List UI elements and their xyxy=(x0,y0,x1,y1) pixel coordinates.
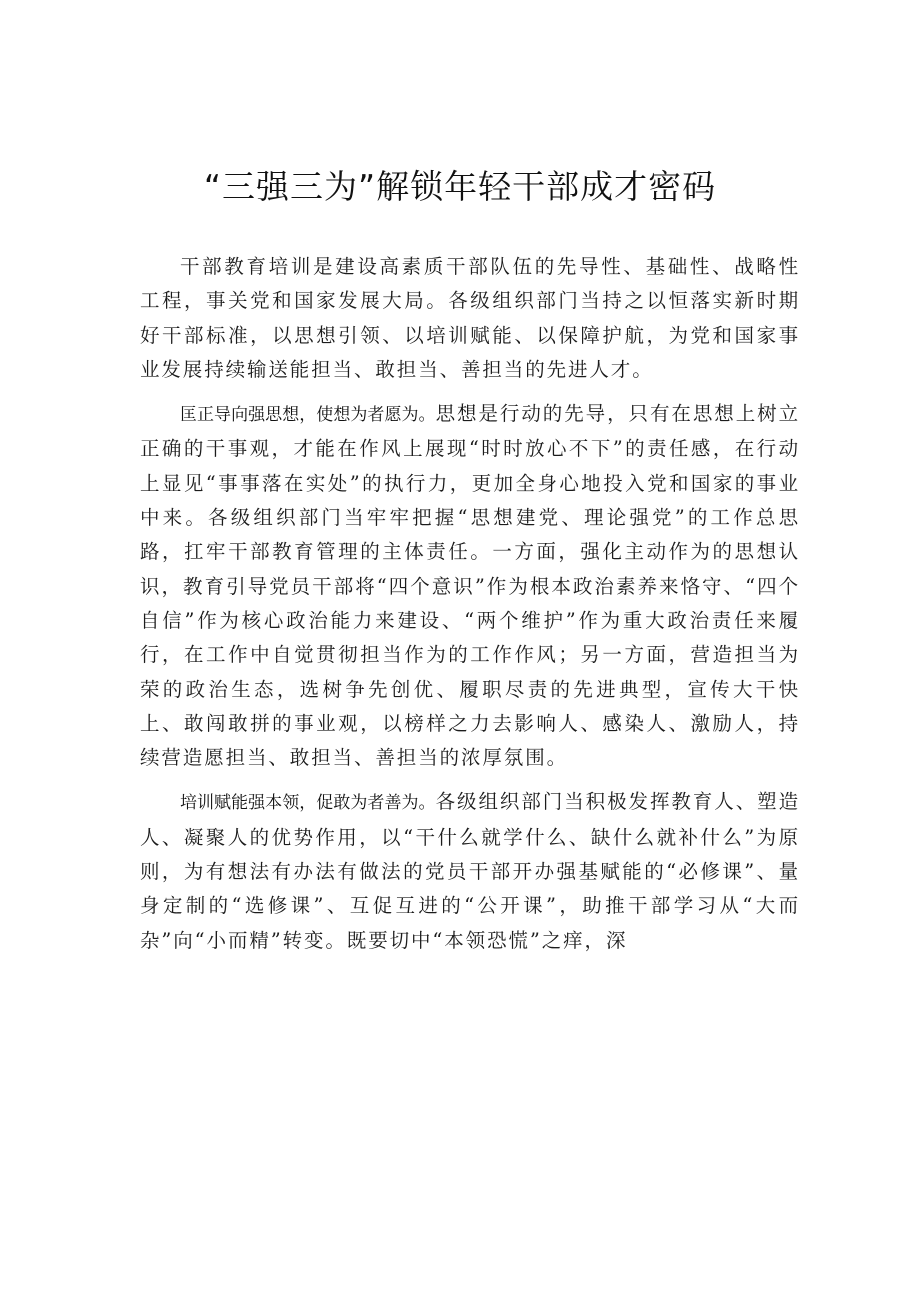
paragraph-text: 各级组织部门当积极发挥教育人、塑造人、凝聚人的优势作用，以“干什么就学什么、缺什么就补什么”为原则，为有想法有办法有做法的党员干部开办强基赋能的“必修课”、量身定制的“选修课”、互促互进的“公开课”，助推干部学习从“大而杂”向“小而精”转变。既要切中“本领恐慌”之痒，深 xyxy=(140,790,800,952)
paragraph-intro xyxy=(140,250,800,387)
paragraph-thought xyxy=(140,397,800,775)
paragraph-text: 思想是行动的先导，只有在思想上树立正确的干事观，才能在作风上展现“时时放心不下”的责任感，在行动上显见“事事落在实处”的执行力，更加全身心地投入党和国家的事业中来。各级组织部门当牢牢把握“思想建党、理论强党”的工作总思路，扛牢干部教育管理的主体责任。一方面，强化主动作为的思想认识，教育引导党员干部将“四个意识”作为根本政治素养来恪守、“四个自信”作为核心政治能力来建设、“两个维护”作为重大政治责任来履行，在工作中自觉贯彻担当作为的工作作风；另一方面，营造担当为荣的政治生态，选树争先创优、履职尽责的先进典型，宣传大干快上、敢闯敢拼的事业观，以榜样之力去影响人、感染人、激励人，持续营造愿担当、敢担当、善担当的浓厚氛围。 xyxy=(140,402,800,770)
paragraph-training xyxy=(140,785,800,957)
paragraph-lead: 匡正导向强思想，使想为者愿为。 xyxy=(179,405,436,426)
paragraph-lead: 培训赋能强本领，促敢为者善为。 xyxy=(179,793,436,814)
document-title: “三强三为”解锁年轻干部成才密码 xyxy=(203,167,717,207)
paragraph-text: 干部教育培训是建设高素质干部队伍的先导性、基础性、战略性工程，事关党和国家发展大局。各级组织部门当持之以恒落实新时期好干部标准，以思想引领、以培训赋能、以保障护航，为党和国家事业发展持续输送能担当、敢担当、善担当的先进人才。 xyxy=(140,255,800,381)
document-body xyxy=(140,250,800,958)
